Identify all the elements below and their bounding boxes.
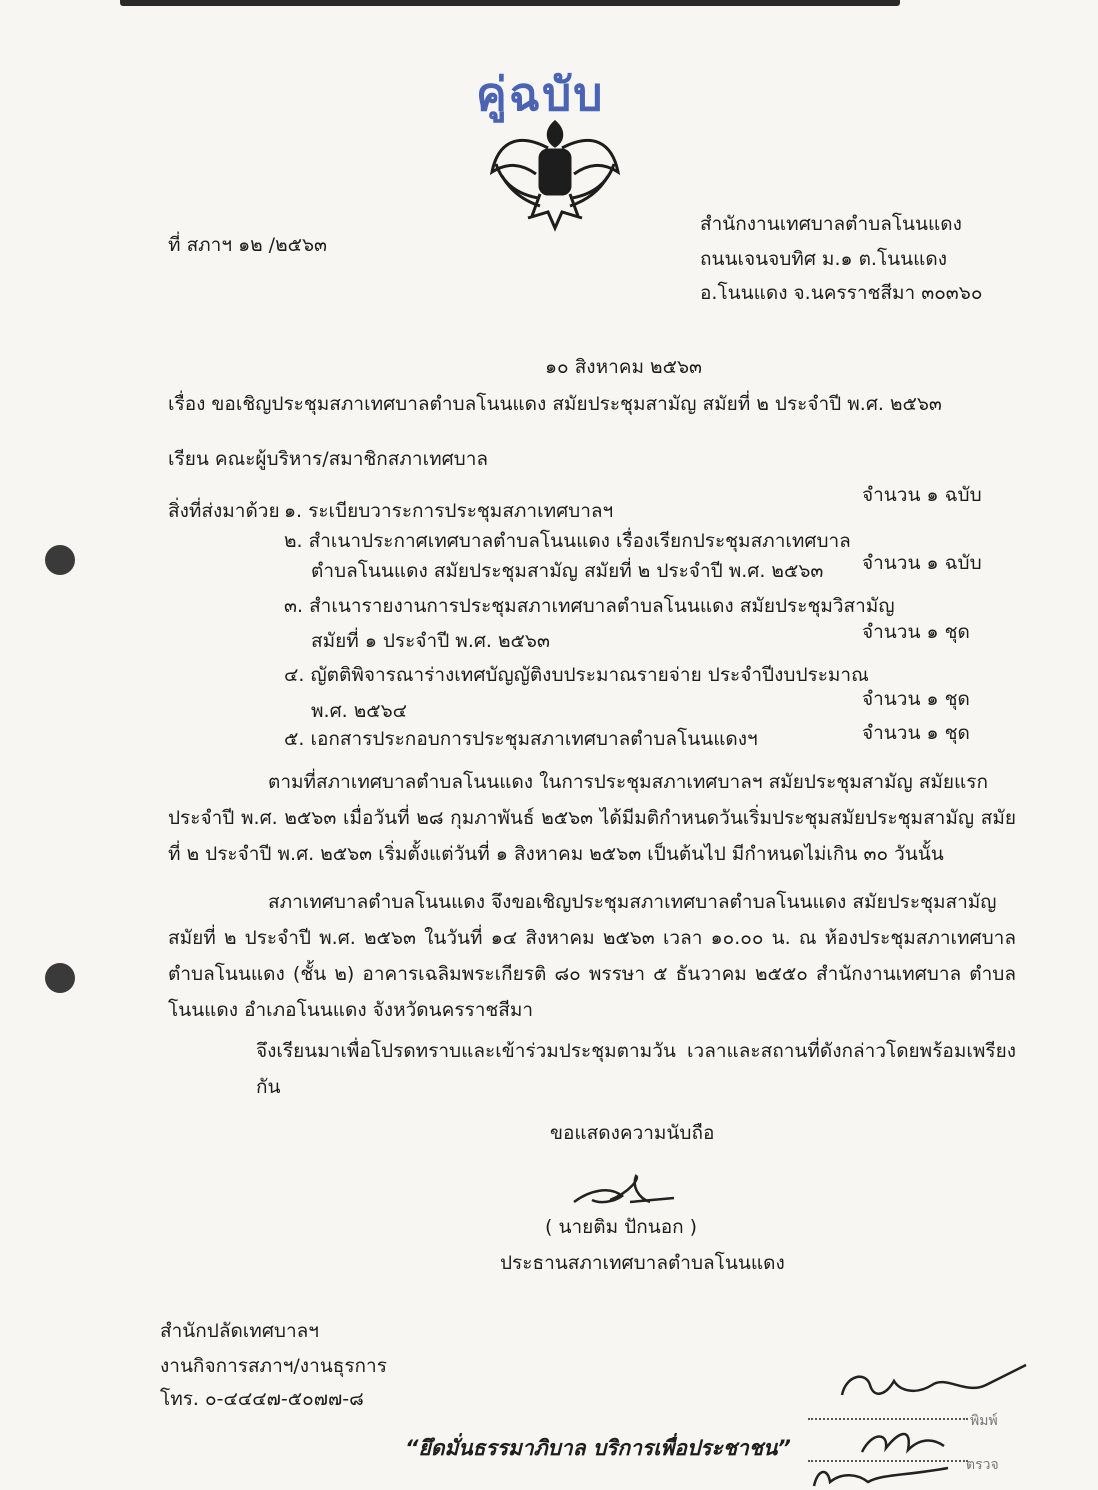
- enclosure-item-5: ๕. เอกสารประกอบการประชุมสภาเทศบาลตำบลโนนแดงฯ: [284, 728, 758, 750]
- enclosure-item-3-line-2: สมัยที่ ๑ ประจำปี พ.ศ. ๒๕๖๓: [311, 630, 550, 652]
- signature-icon: [570, 1172, 680, 1214]
- reference-number: ที่ สภาฯ ๑๒ /๒๕๖๓: [168, 234, 328, 256]
- paragraph-2-rest: สมัยที่ ๒ ประจำปี พ.ศ. ๒๕๖๓ ในวันที่ ๑๔ สิงหาคม ๒๕๖๓ เวลา ๑๐.๐๐ น. ณ ห้องประชุมสภาเทศบาล ตำบลโนนแดง (ชั้น ๒) อาคารเฉลิมพระเกียรติ ๘๐ พรรษา ๕ ธันวาคม ๒๕๕๐ สำนักงานเทศบาล ตำบลโนนแดง อำเภอโนนแดง จังหวัดนครราชสีมา: [168, 927, 1016, 1021]
- paragraph-1-first-line: ตามที่สภาเทศบาลตำบลโนนแดง ในการประชุมสภาเทศบาลฯ สมัยประชุมสามัญ สมัยแรก: [268, 771, 988, 793]
- enclosure-qty-1: จำนวน ๑ ฉบับ: [862, 484, 982, 506]
- bottom-initials-icon: [808, 1462, 958, 1490]
- enclosure-qty-3: จำนวน ๑ ชุด: [862, 621, 970, 643]
- checked-by-label: ตรวจ: [966, 1457, 999, 1473]
- enclosure-item-3-line-1: ๓. สำเนารายงานการประชุมสภาเทศบาลตำบลโนนแดง สมัยประชุมวิสามัญ: [284, 595, 895, 617]
- punch-hole-top: [45, 545, 75, 575]
- sender-address-line-2: ถนนเจนจบทิศ ม.๑ ต.โนนแดง: [700, 248, 947, 270]
- letter-date: ๑๐ สิงหาคม ๒๕๖๓: [545, 356, 702, 378]
- sender-address-line-3: อ.โนนแดง จ.นครราชสีมา ๓๐๓๖๐: [700, 282, 983, 304]
- enclosures-label: สิ่งที่ส่งมาด้วย: [168, 500, 280, 522]
- garuda-emblem-icon: [488, 112, 622, 232]
- enclosure-item-4-line-2: พ.ศ. ๒๕๖๔: [311, 700, 408, 722]
- contact-phone: โทร. ๐-๔๔๔๗-๕๐๗๗-๘: [160, 1388, 364, 1410]
- office-motto: “ยึดมั่นธรรมาภิบาล บริการเพื่อประชาชน”: [405, 1436, 791, 1460]
- letter-recipient: เรียน คณะผู้บริหาร/สมาชิกสภาเทศบาล: [168, 448, 489, 470]
- enclosure-qty-4: จำนวน ๑ ชุด: [862, 688, 970, 710]
- enclosure-item-2-line-1: ๒. สำเนาประกาศเทศบาลตำบลโนนแดง เรื่องเรียกประชุมสภาเทศบาล: [284, 530, 851, 552]
- contact-section: งานกิจการสภาฯ/งานธุรการ: [160, 1355, 387, 1377]
- paragraph-3-text: จึงเรียนมาเพื่อโปรดทราบและเข้าร่วมประชุมตามวัน เวลาและสถานที่ดังกล่าวโดยพร้อมเพรียงกัน: [256, 1040, 1016, 1098]
- enclosure-qty-5: จำนวน ๑ ชุด: [862, 722, 970, 744]
- body-paragraph-2: [168, 884, 1016, 1028]
- sender-address-line-1: สำนักงานเทศบาลตำบลโนนแดง: [700, 213, 962, 235]
- closing-phrase: ขอแสดงความนับถือ: [550, 1122, 715, 1144]
- checker-initials-icon: [852, 1422, 952, 1462]
- enclosure-item-4-line-1: ๔. ญัตติพิจารณาร่างเทศบัญญัติงบประมาณรายจ่าย ประจำปีงบประมาณ: [284, 664, 869, 686]
- contact-department: สำนักปลัดเทศบาลฯ: [160, 1320, 319, 1342]
- scan-top-edge: [120, 0, 900, 6]
- initials-scribble-icon: [836, 1355, 1036, 1415]
- signer-name: ( นายติม ปักนอก ): [545, 1216, 698, 1238]
- paragraph-2-first-line: สภาเทศบาลตำบลโนนแดง จึงขอเชิญประชุมสภาเทศบาลตำบลโนนแดง สมัยประชุมสามัญ: [268, 891, 997, 913]
- signer-title: ประธานสภาเทศบาลตำบลโนนแดง: [500, 1252, 785, 1274]
- enclosure-item-1: ๑. ระเบียบวาระการประชุมสภาเทศบาลฯ: [284, 500, 614, 522]
- enclosure-item-2-line-2: ตำบลโนนแดง สมัยประชุมสามัญ สมัยที่ ๒ ประจำปี พ.ศ. ๒๕๖๓: [311, 560, 824, 582]
- punch-hole-bottom: [45, 963, 75, 993]
- enclosure-qty-2: จำนวน ๑ ฉบับ: [862, 552, 982, 574]
- letter-subject: เรื่อง ขอเชิญประชุมสภาเทศบาลตำบลโนนแดง สมัยประชุมสามัญ สมัยที่ ๒ ประจำปี พ.ศ. ๒๕๖๓: [168, 393, 942, 415]
- body-paragraph-1: [168, 764, 1016, 872]
- typed-by-label: พิมพ์: [970, 1413, 998, 1429]
- paragraph-1-rest: ประจำปี พ.ศ. ๒๕๖๓ เมื่อวันที่ ๒๘ กุมภาพันธ์ ๒๕๖๓ ได้มีมติกำหนดวันเริ่มประชุมสมัยประชุมสามัญ สมัยที่ ๒ ประจำปี พ.ศ. ๒๕๖๓ เริ่มตั้งแต่วันที่ ๑ สิงหาคม ๒๕๖๓ เป็นต้นไป มีกำหนดไม่เกิน ๓๐ วันนั้น: [168, 807, 1016, 865]
- copy-stamp: คู่ฉบับ: [476, 67, 605, 121]
- typed-by-dotted-line: [808, 1418, 968, 1420]
- body-paragraph-3: [168, 1033, 1016, 1105]
